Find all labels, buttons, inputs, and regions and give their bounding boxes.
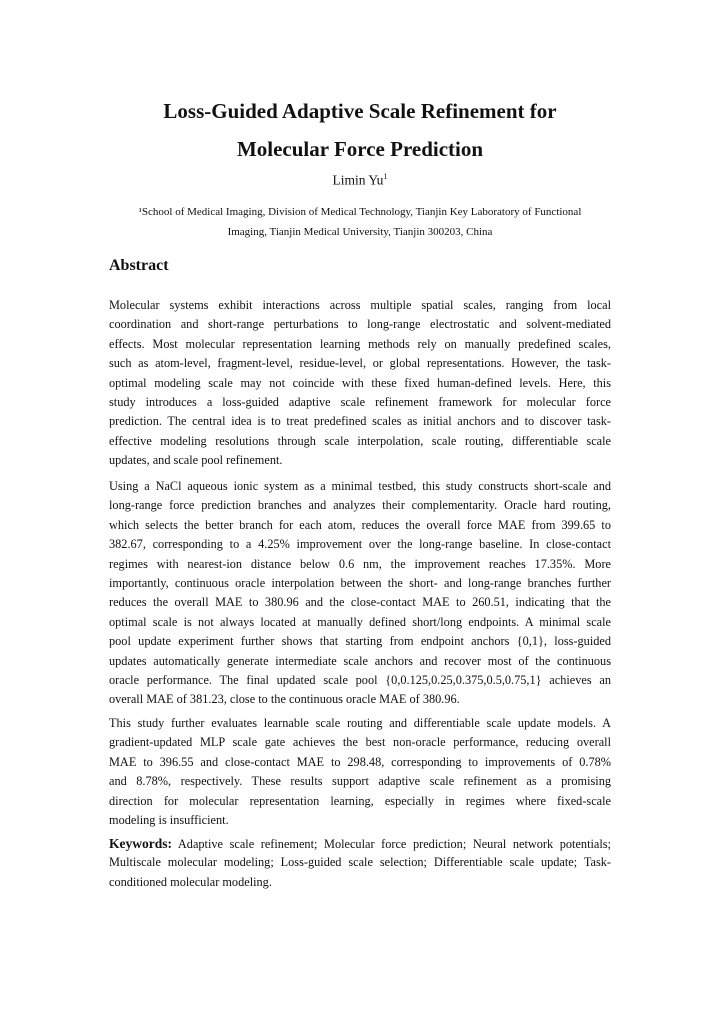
paragraph-line: overall MAE of 381.23, close to the continuous oracle MAE of 380.96. bbox=[109, 692, 460, 707]
paragraph-line: reduces the overall MAE to 380.96 and the close-contact MAE to 260.51, indicating that the bbox=[109, 595, 611, 610]
paragraph-line: study introduces a loss-guided adaptive scale refinement framework for molecular force bbox=[109, 394, 611, 409]
paragraph-line: oracle performance. The final updated scale pool {0,0.125,0.25,0.375,0.5,0.75,1} achieves an bbox=[109, 672, 611, 687]
paragraph-line: direction for molecular representation learning, especially in regimes where fixed-scale bbox=[109, 793, 611, 808]
affiliation-line-1: ¹School of Medical Imaging, Division of Medical Technology, Tianjin Key Laboratory of Functional bbox=[138, 206, 582, 218]
paragraph-line: gradient-updated MLP scale gate achieves the best non-oracle performance, reducing overall bbox=[109, 735, 611, 750]
paragraph-line: and 8.78%, respectively. These results support adaptive scale refinement as a promising bbox=[109, 774, 611, 789]
paragraph-line: modeling is insufficient. bbox=[109, 812, 229, 827]
paragraph-line: optimal modeling scale may not coincide with these fixed human-defined levels. Here, this bbox=[109, 375, 611, 390]
paragraph-line: which selects the better branch for each atom, reduces the overall force MAE from 399.65 to bbox=[109, 517, 611, 532]
paragraph-line: importantly, continuous oracle interpolation between the short- and long-range branches further bbox=[109, 575, 611, 590]
paragraph-line: 382.67, corresponding to a 4.25% improvement over the long-range baseline. In close-contact bbox=[109, 537, 611, 552]
author-affiliation-marker: 1 bbox=[383, 172, 388, 181]
keywords-line-1 bbox=[109, 834, 611, 853]
paragraph-line: pool update experiment further shows that starting from endpoint anchors {0,1}, loss-guided bbox=[109, 634, 611, 649]
affiliation-line-2: Imaging, Tianjin Medical University, Tianjin 300203, China bbox=[227, 226, 493, 238]
keywords-label: Keywords: bbox=[109, 836, 172, 851]
paragraph-line: optimal scale is not always located at manually defined short/long endpoints. A minimal scale bbox=[109, 614, 611, 629]
keywords bbox=[109, 834, 611, 892]
author-line bbox=[60, 172, 660, 189]
paragraph-line: effective modeling resolutions through scale interpolation, scale routing, differentiable scale bbox=[109, 433, 611, 448]
paragraph-line: prediction. The central idea is to treat predefined scales as initial anchors and to discover task- bbox=[109, 414, 611, 429]
keywords-text-1: Adaptive scale refinement; Molecular force prediction; Neural network potentials; bbox=[172, 837, 611, 851]
abstract-paragraph-3 bbox=[109, 714, 611, 830]
abstract-heading: Abstract bbox=[109, 257, 169, 274]
paragraph-line: long-range force prediction branches and analyzes their complementarity. Oracle hard routing, bbox=[109, 498, 611, 513]
author-name: Limin Yu bbox=[332, 172, 384, 188]
paragraph-line: updates automatically generate intermediate scale anchors and recover most of the continuous bbox=[109, 653, 611, 668]
paper-title bbox=[60, 92, 660, 168]
abstract-paragraph-2 bbox=[109, 477, 611, 710]
paragraph-line: coordination and short-range perturbations to long-range electrostatic and solvent-mediated bbox=[109, 317, 611, 332]
keywords-line-2: Multiscale molecular modeling; Loss-guided scale selection; Differentiable scale update; Task- bbox=[109, 855, 611, 870]
paragraph-line: Molecular systems exhibit interactions across multiple spatial scales, ranging from local bbox=[109, 298, 611, 312]
paragraph-line: updates, and scale pool refinement. bbox=[109, 453, 283, 468]
keywords-line-3: conditioned molecular modeling. bbox=[109, 874, 272, 889]
affiliation bbox=[110, 202, 610, 242]
title-line-1: Loss-Guided Adaptive Scale Refinement for bbox=[163, 99, 557, 123]
paragraph-line: effects. Most molecular representation learning methods rely on manually predefined scales, bbox=[109, 336, 611, 351]
paragraph-line: This study further evaluates learnable scale routing and differentiable scale update models. A bbox=[109, 716, 611, 730]
paragraph-line: such as atom-level, fragment-level, residue-level, or global representations. However, the task- bbox=[109, 356, 611, 371]
paragraph-line: regimes with nearest-ion distance below 0.6 nm, the improvement reaches 17.35%. More bbox=[109, 556, 611, 571]
abstract-paragraph-1 bbox=[109, 296, 611, 471]
paragraph-line: MAE to 396.55 and close-contact MAE to 298.48, corresponding to improvements of 0.78% bbox=[109, 754, 611, 769]
paragraph-line: Using a NaCl aqueous ionic system as a minimal testbed, this study constructs short-scale and bbox=[109, 479, 611, 493]
title-line-2: Molecular Force Prediction bbox=[236, 137, 484, 161]
